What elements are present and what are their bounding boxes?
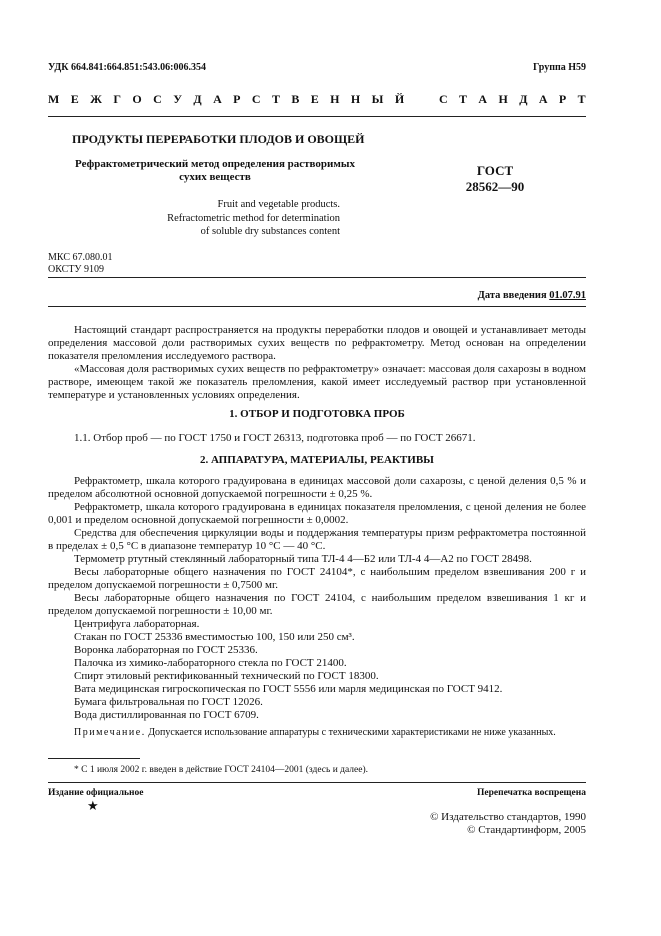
english-title-line-1: Fruit and vegetable products. <box>217 199 340 210</box>
banner-letter: Т <box>459 92 468 106</box>
document-title: ПРОДУКТЫ ПЕРЕРАБОТКИ ПЛОДОВ И ОВОЩЕЙ <box>72 132 365 146</box>
copyright-line-1: © Издательство стандартов, 1990 <box>430 811 586 823</box>
equipment-item: Рефрактометр, шкала которого градуирована в единицах массовой доли сахарозы, с ценой деления 0,5 % и пределом абсолютной основной допускаемой погрешности ± 0,25 %. <box>48 475 586 500</box>
gost-number: 28562—90 <box>465 179 525 194</box>
banner-letter: А <box>213 92 222 106</box>
mks-code: МКС 67.080.01 <box>48 252 113 263</box>
note <box>48 727 586 740</box>
equipment-item: Палочка из химико-лабораторного стекла по ГОСТ 21400. <box>74 657 347 669</box>
note-text: Допускается использование аппаратуры с техническими характеристиками не ниже указанных. <box>145 727 556 738</box>
banner-letter: Ы <box>371 92 384 106</box>
banner-letter: Т <box>577 92 586 106</box>
note-label: Примечание. <box>74 727 146 738</box>
section-1-text <box>48 432 586 445</box>
reprint-label: Перепечатка воспрещена <box>476 788 586 798</box>
classification-codes <box>48 252 112 275</box>
banner-letter: С <box>153 92 162 106</box>
equipment-item: Рефрактометр, шкала которого градуирована в единицах показателя преломления, с ценой деления не более 0,001 и пределом основной допускаемой погрешности ± 0,0002. <box>48 501 586 526</box>
banner-letter: Ж <box>90 92 102 106</box>
banner-letter: С <box>438 92 448 106</box>
banner-letter: Т <box>271 92 280 106</box>
equipment-item: Воронка лабораторная по ГОСТ 25336. <box>74 644 258 656</box>
banner-letter: Н <box>350 92 361 106</box>
english-title-line-2: Refractometric method for determination <box>167 212 340 224</box>
banner-letter: Й <box>394 92 405 106</box>
okstu-code: ОКСТУ 9109 <box>48 263 105 275</box>
intro-text <box>48 324 586 402</box>
equipment-item: Весы лабораторные общего назначения по ГОСТ 24104, с наибольшим пределом взвешивания 1 кг и пределом допускаемой погрешности ± 10,00 мг. <box>48 592 586 617</box>
banner-letter: А <box>538 92 548 106</box>
group-code: Группа Н59 <box>533 62 586 73</box>
section-2-heading: 2. АППАРАТУРА, МАТЕРИАЛЫ, РЕАКТИВЫ <box>200 454 434 466</box>
banner-letter: Н <box>330 92 340 106</box>
intro-paragraph: «Массовая доля растворимых сухих веществ по рефрактометру» означает: массовая доля сахарозы в водном растворе, имеющем такой же показатель преломления, какой имеет исследуемый раствор при установленной температуре и установленных условиях определения. <box>48 363 586 401</box>
header-rule <box>48 116 586 117</box>
edition-label: Издание официальное <box>48 788 144 798</box>
banner-letter: У <box>173 92 183 106</box>
banner-letter: Д <box>519 92 528 106</box>
banner-gap <box>416 92 428 107</box>
banner-letter: Р <box>558 92 567 106</box>
section-2-list <box>48 475 586 722</box>
equipment-item: Центрифуга лабораторная. <box>74 618 200 630</box>
footnote-rule <box>48 758 140 759</box>
gost-designation <box>445 163 545 195</box>
equipment-item: Бумага фильтровальная по ГОСТ 12026. <box>74 696 263 708</box>
equipment-item: Спирт этиловый ректификованный технический по ГОСТ 18300. <box>74 670 379 682</box>
udk-code: УДК 664.841:664.851:543.06:006.354 <box>48 62 206 73</box>
banner-letter: Г <box>113 92 122 106</box>
subtitle-line-2: сухих веществ <box>179 171 251 183</box>
codes-rule <box>48 277 586 278</box>
equipment-item: Вата медицинская гигроскопическая по ГОСТ 5556 или марля медицинская по ГОСТ 9412. <box>74 683 503 695</box>
banner-letter: М <box>48 92 60 106</box>
banner-letter: Д <box>193 92 202 106</box>
english-title <box>100 198 340 239</box>
standard-banner <box>48 92 586 107</box>
banner-letter: В <box>291 92 300 106</box>
banner-letter: Н <box>498 92 508 106</box>
banner-letter: Р <box>233 92 241 106</box>
subtitle-line-1: Рефрактометрический метод определения растворимых <box>75 158 355 170</box>
date-value: 01.07.91 <box>549 290 586 301</box>
equipment-item: Средства для обеспечения циркуляции воды и поддержания температуры призм рефрактометра постоянной в пределах ± 0,5 °С в диапазоне температур 10 °С — 40 °С. <box>48 527 586 552</box>
equipment-item: Вода дистиллированная по ГОСТ 6709. <box>74 709 259 721</box>
document-subtitle <box>60 158 370 184</box>
banner-letter: Е <box>70 92 79 106</box>
equipment-item: Весы лабораторные общего назначения по ГОСТ 24104*, с наибольшим пределом взвешивания 200 г и пределом допускаемой погрешности ± 0,7500 мг. <box>48 566 586 591</box>
clause-1-1: 1.1. Отбор проб — по ГОСТ 1750 и ГОСТ 26313, подготовка проб — по ГОСТ 26671. <box>74 432 476 444</box>
footer-rule <box>48 782 586 783</box>
equipment-item: Термометр ртутный стеклянный лабораторный типа ТЛ-4 4—Б2 или ТЛ-4 4—А2 по ГОСТ 28498. <box>74 553 532 565</box>
banner-letter: Е <box>310 92 319 106</box>
equipment-item: Стакан по ГОСТ 25336 вместимостью 100, 150 или 250 см³. <box>74 631 355 643</box>
introduction-date <box>478 290 586 301</box>
date-rule <box>48 306 586 307</box>
banner-letter: С <box>251 92 261 106</box>
banner-letter: О <box>132 92 142 106</box>
intro-paragraph: Настоящий стандарт распространяется на продукты переработки плодов и овощей и устанавливает методы определения массовой доли растворимых сухих веществ по рефрактометру. Метод основан на определении показателя преломления исследуемого раствора. <box>48 324 586 362</box>
copyright <box>430 811 586 837</box>
copyright-line-2: © Стандартинформ, 2005 <box>467 824 586 836</box>
section-1-heading: 1. ОТБОР И ПОДГОТОВКА ПРОБ <box>229 408 405 420</box>
english-title-line-3: of soluble dry substances content <box>200 226 340 237</box>
footnote: * С 1 июля 2002 г. введен в действие ГОСТ 24104—2001 (здесь и далее). <box>74 765 369 775</box>
banner-letter: А <box>478 92 488 106</box>
star-icon: ★ <box>87 798 99 813</box>
gost-label: ГОСТ <box>476 163 514 178</box>
date-label: Дата введения <box>477 290 547 301</box>
